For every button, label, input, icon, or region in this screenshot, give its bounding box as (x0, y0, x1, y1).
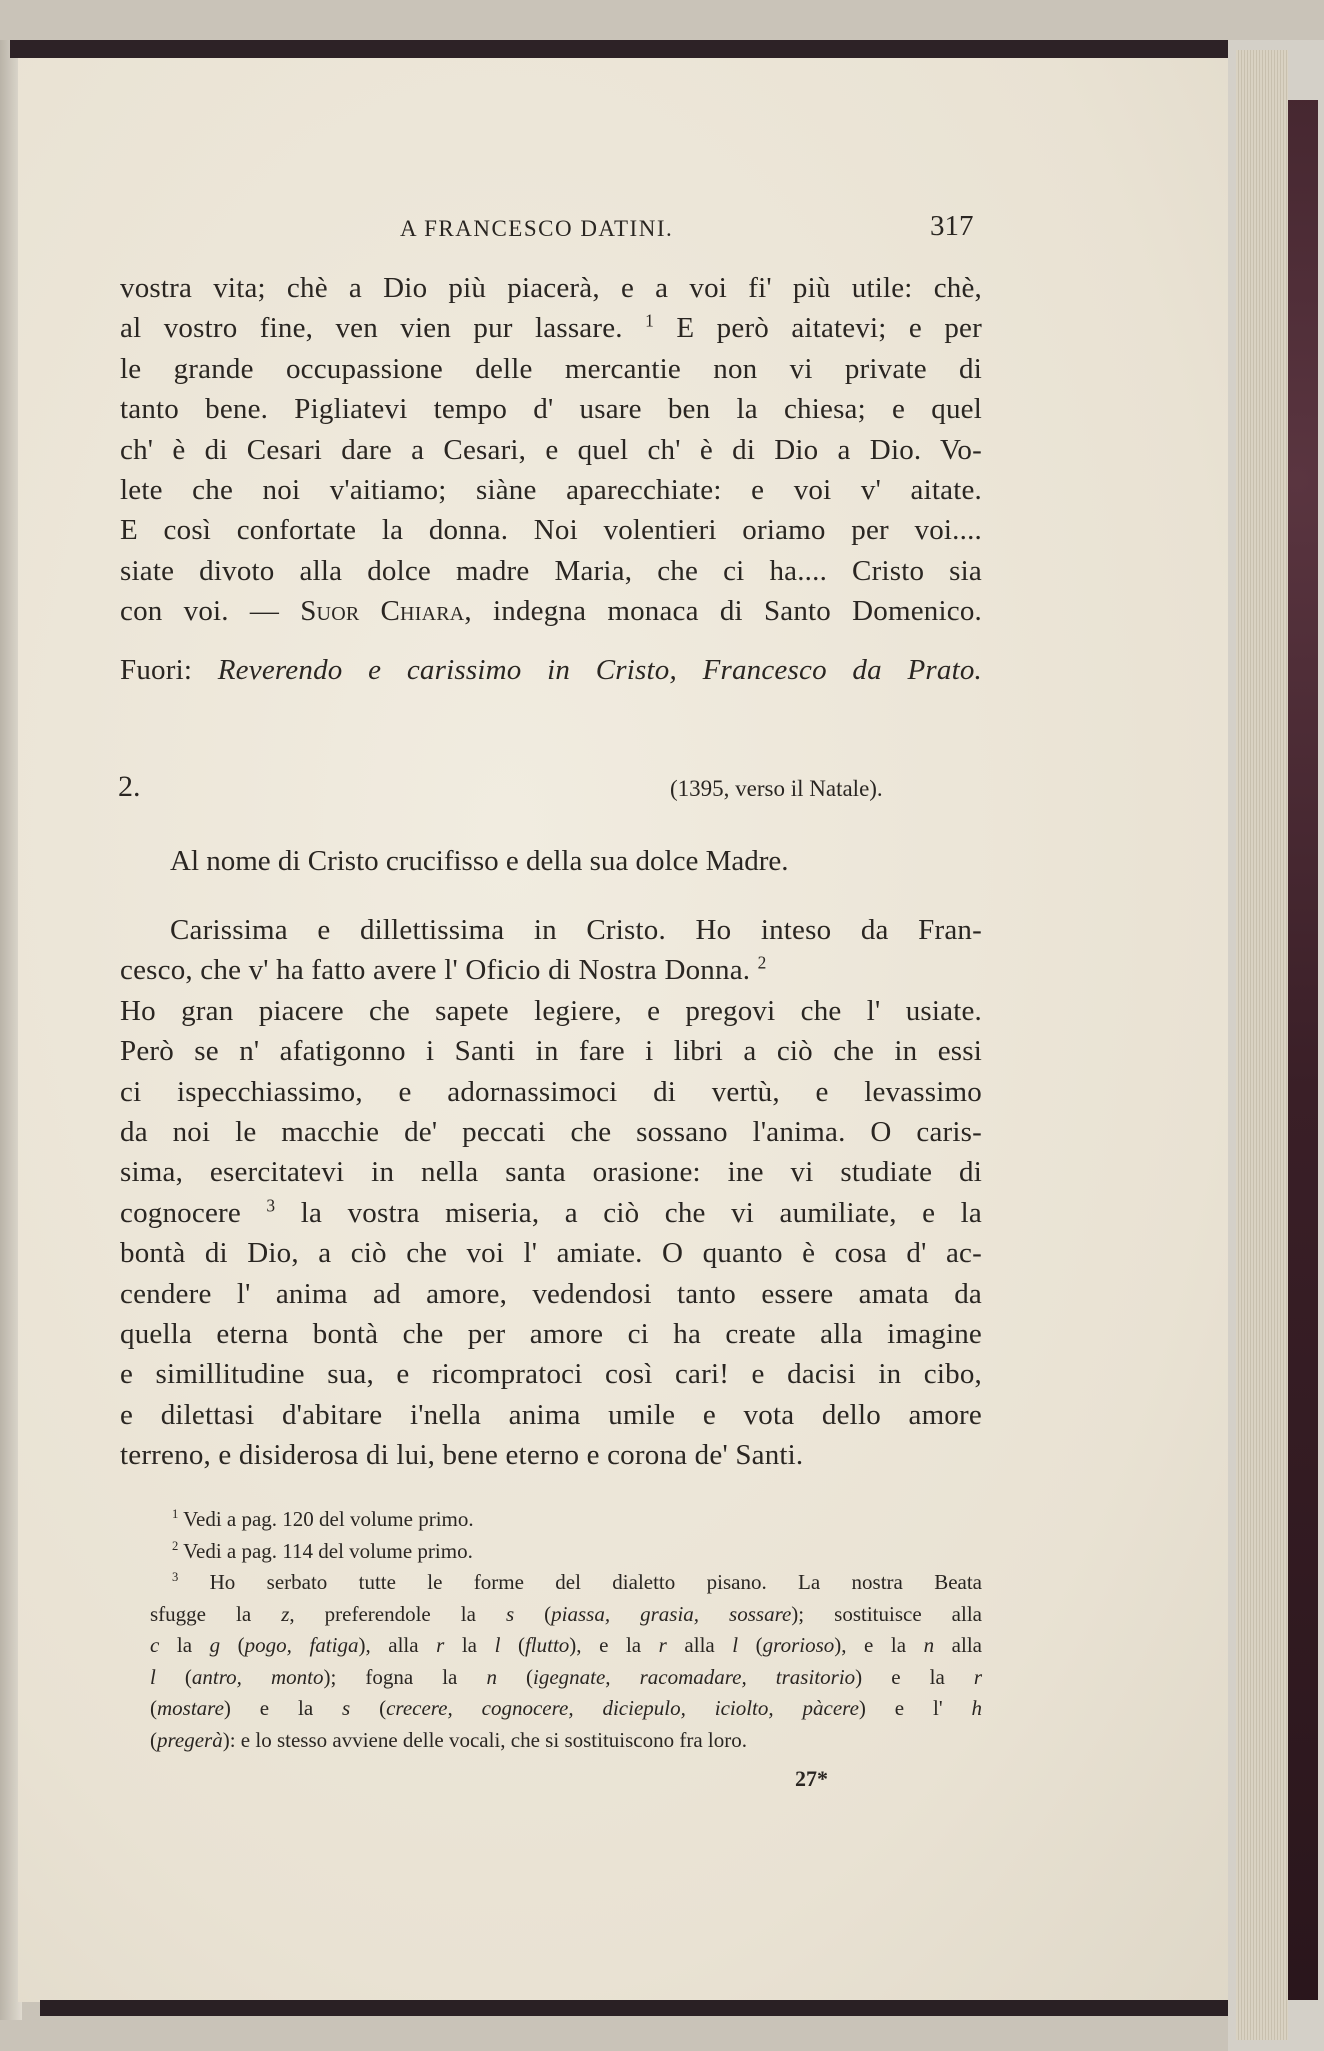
text-run: ( (150, 1727, 157, 1752)
page-block (1236, 50, 1288, 2040)
text-run: piassa, grasia, sossare (551, 1601, 792, 1626)
text-line (150, 1663, 982, 1691)
text-run: e dilettasi d'abitare i'nella anima umile e vota dello amore (120, 1398, 982, 1431)
text-run: g (209, 1633, 221, 1657)
text-run: l (494, 1633, 501, 1657)
letter-number: 2. (118, 770, 141, 803)
text-run: ) e l' (858, 1696, 972, 1720)
text-run: pregerà (157, 1727, 223, 1752)
text-run: siate divoto alla dolce madre Maria, che ci ha.... Cristo sia (120, 554, 982, 587)
text-line (120, 912, 982, 948)
text-run: cognocere (120, 1196, 267, 1229)
text-run: quella eterna bontà che per amore ci ha create alla imagine (120, 1318, 982, 1350)
text-run: Fuori: (120, 654, 218, 686)
text-run: l (732, 1633, 739, 1657)
text-line (120, 952, 982, 988)
footnote-ref: 2 (757, 952, 767, 973)
text-run: r (973, 1664, 983, 1689)
text-run: E così confortate la donna. Noi volentieri oriamo per voi.... (120, 514, 982, 547)
text-run: r (436, 1633, 445, 1657)
text-run: grorioso (762, 1633, 835, 1657)
text-run: pogo, fatiga (244, 1633, 359, 1657)
text-line (120, 1074, 982, 1110)
text-run: mostare (157, 1696, 224, 1720)
text-line (150, 1600, 982, 1628)
text-run: n (923, 1633, 935, 1657)
text-run: s (505, 1601, 515, 1626)
text-line (120, 1437, 982, 1473)
text-run: al vostro fine, ven vien pur lassare. (120, 312, 646, 345)
text-run: bontà di Dio, a ciò che voi l' amiate. O quanto è cosa d' ac- (120, 1237, 982, 1270)
signature-mark: 27* (795, 1766, 828, 1791)
text-run: sima, esercitatevi in nella santa orasione: ine vi studiate di (120, 1156, 982, 1189)
text-line (120, 432, 982, 468)
text-run: antro, monto (191, 1664, 324, 1689)
footnote-ref: 2 (172, 1538, 179, 1553)
text-run: Vedi a pag. 114 del volume primo. (178, 1538, 473, 1563)
text-run: con voi. — (120, 595, 301, 628)
marbled-cover (1288, 100, 1318, 2000)
text-line (120, 993, 982, 1029)
text-line (120, 310, 982, 346)
text-run: ( (350, 1696, 387, 1720)
text-line (120, 1114, 982, 1150)
text-run: da noi le macchie de' peccati che sossano l'anima. O caris- (120, 1116, 982, 1148)
text-run: ( (500, 1633, 525, 1657)
text-run: terreno, e disiderosa di lui, bene eterno e corona de' Santi. (120, 1439, 804, 1472)
text-run: ( (155, 1664, 192, 1689)
footnote-ref: 1 (172, 1507, 179, 1521)
text-line (120, 512, 982, 548)
text-run: ( (496, 1664, 533, 1689)
text-run: h (971, 1696, 982, 1720)
text-line (120, 270, 982, 306)
text-run: z (281, 1601, 290, 1626)
footnote-ref: 1 (645, 310, 655, 331)
text-run: ( (150, 1696, 157, 1720)
text-run: vostra vita; chè a Dio più piacerà, e a voi fi' più utile: chè, (120, 272, 982, 304)
text-run: ); sostituisce alla (791, 1601, 982, 1626)
text-line (120, 1033, 982, 1069)
text-run: le grande occupassione delle mercantie non vi private di (120, 352, 982, 385)
footnote-ref: 3 (172, 1570, 179, 1584)
text-run: la vostra miseria, a ciò che vi aumiliate, e la (275, 1196, 982, 1229)
text-line (120, 553, 982, 589)
text-run: l (150, 1664, 156, 1689)
text-run: ) e la (855, 1664, 974, 1689)
letter-1-address (120, 652, 982, 688)
text-line (120, 351, 982, 387)
text-line (172, 1568, 982, 1596)
text-line (120, 1356, 982, 1392)
text-run: cesco, che v' ha fatto avere l' Oficio di Nostra Donna. (120, 954, 758, 987)
text-line (150, 1694, 982, 1722)
text-run: e simillitudine sua, e ricompratoci così cari! e dacisi in cibo, (120, 1358, 982, 1391)
text-line (120, 472, 982, 508)
text-run: la (444, 1633, 495, 1657)
letter-invocation: Al nome di Cristo crucifisso e della sua dolce Madre. (170, 845, 789, 877)
text-run: alla (666, 1633, 733, 1657)
text-run: Ho serbato tutte le forme del dialetto pisano. La nostra Beata (178, 1570, 982, 1594)
text-line (120, 1316, 982, 1352)
text-run: ); fogna la (323, 1664, 487, 1689)
text-run: ), e la (569, 1633, 659, 1657)
text-line (120, 1276, 982, 1312)
text-run: E però aitatevi; e per (654, 312, 982, 345)
text-run: ): e lo stesso avviene delle vocali, che si sostituiscono fra loro. (222, 1727, 748, 1752)
text-run: Carissima e dillettissima in Cristo. Ho inteso da Fran- (170, 914, 982, 946)
text-line (120, 1195, 982, 1231)
text-run: ) e la (223, 1696, 343, 1720)
text-run: , preferendole la (289, 1601, 506, 1626)
running-title: A FRANCESCO DATINI. (400, 216, 674, 241)
text-run: c (150, 1633, 160, 1657)
text-line (120, 391, 982, 427)
text-run: n (486, 1664, 497, 1689)
text-run: r (658, 1633, 667, 1657)
text-run: ( (514, 1601, 552, 1626)
page-number: 317 (930, 210, 974, 242)
text-run: ( (220, 1633, 245, 1657)
text-run: Ho gran piacere che sapete legiere, e pregovi che l' usiate. (120, 994, 982, 1027)
text-run: Però se n' afatigonno i Santi in fare i libri a ciò che in essi (120, 1035, 982, 1068)
text-run: ), alla (358, 1633, 437, 1657)
text-run: Suor Chiara (300, 595, 465, 628)
text-run: ), e la (834, 1633, 924, 1657)
text-run: tanto bene. Pigliatevi tempo d' usare ben la chiesa; e quel (120, 393, 982, 426)
text-line (172, 1505, 982, 1533)
text-run: cendere l' anima ad amore, vedendosi tanto essere amata da (120, 1277, 982, 1310)
text-run: s (342, 1696, 351, 1720)
book-fore-edge (1228, 40, 1324, 2051)
text-line (120, 1235, 982, 1271)
text-line (120, 593, 982, 629)
text-run: Reverendo e carissimo in Cristo, Francesco da Prato. (217, 654, 982, 686)
text-line (172, 1537, 982, 1565)
binding-bottom-edge (40, 2000, 1240, 2016)
text-run: igegnate, racomadare, trasitorio (533, 1664, 856, 1689)
letter-date: (1395, verso il Natale). (670, 776, 883, 801)
footnote-ref: 3 (266, 1195, 276, 1216)
text-run: ch' è di Cesari dare a Cesari, e quel ch' è di Dio a Dio. Vo- (120, 433, 982, 466)
text-run: sfugge la (150, 1601, 282, 1626)
text-line (150, 1726, 982, 1754)
text-run: la (159, 1633, 210, 1657)
text-run: flutto (524, 1633, 570, 1657)
text-run: ( (738, 1633, 763, 1657)
binding-top-edge (10, 40, 1235, 58)
text-run: lete che noi v'aitiamo; siàne aparecchiate: e voi v' aitate. (120, 474, 982, 506)
text-line (150, 1631, 982, 1659)
text-run: Vedi a pag. 120 del volume primo. (178, 1507, 474, 1531)
text-run: crecere, cognocere, diciepulo, iciolto, pàcere (386, 1696, 859, 1720)
text-run: , indegna monaca di Santo Domenico. (464, 595, 982, 628)
text-run: alla (934, 1633, 982, 1657)
text-run: ci ispecchiassimo, e adornassimoci di vertù, e levassimo (120, 1075, 982, 1108)
text-line (120, 1397, 982, 1433)
text-line (120, 1154, 982, 1190)
